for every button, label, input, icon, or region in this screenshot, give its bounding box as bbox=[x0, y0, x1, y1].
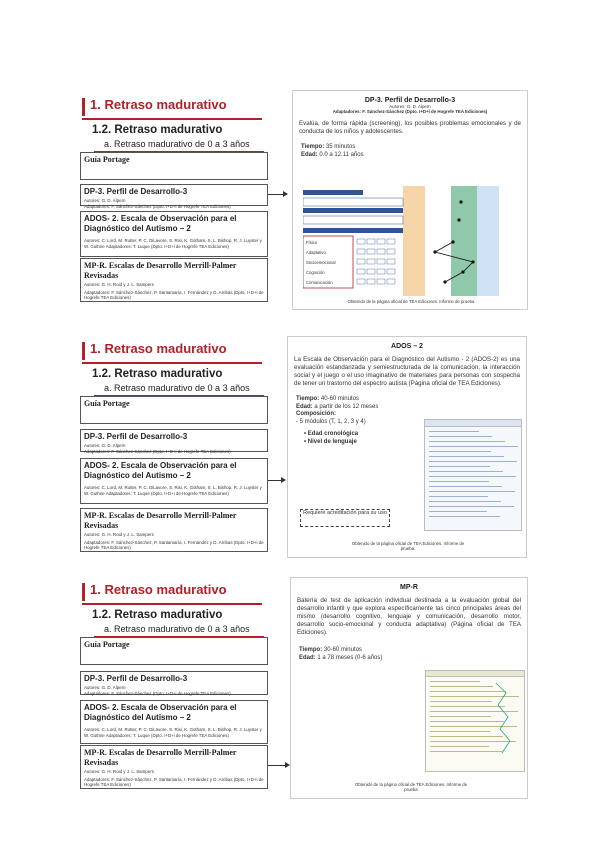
dp3-box-adapt: Adaptadores: F. Sánchez-Sánchez (Dpto. I+D+i de Hogrefe TEA Ediciones) bbox=[84, 203, 231, 209]
subsubtitle: a. Retraso madurativo de 0 a 3 años bbox=[104, 139, 250, 149]
report-line bbox=[430, 716, 491, 717]
row-bar-1 bbox=[303, 198, 403, 206]
mpr-box bbox=[80, 745, 268, 789]
band-orange bbox=[403, 186, 425, 296]
report-line bbox=[429, 436, 492, 437]
chart-score-cell bbox=[367, 269, 375, 274]
mpr-box-adapt: Adaptadores: F. Sánchez-Sánchez, P. Santamaría, I. Fernández y D. Arribas (Dpto. I+D+i de Hogrefe TEA Ediciones) bbox=[84, 539, 264, 550]
ados-bullet-2: • Nivel de lenguaje bbox=[304, 438, 357, 445]
report-line bbox=[429, 461, 517, 462]
mpr-box-title: MP-R. Escalas de Desarrollo Merrill-Palmer Revisadas bbox=[84, 748, 237, 767]
chart-score-cell bbox=[367, 239, 375, 244]
dp3-box-adapt: Adaptadores: F. Sánchez-Sánchez (Dpto. I+D+i de Hogrefe TEA Ediciones) bbox=[84, 448, 231, 454]
chart-score-cell bbox=[377, 269, 385, 274]
report-line bbox=[429, 456, 504, 457]
chart-score-cell bbox=[367, 259, 375, 264]
report-header bbox=[425, 420, 521, 427]
subtitle: 1.2. Retraso madurativo bbox=[92, 609, 223, 621]
report-line bbox=[430, 731, 490, 732]
report-line bbox=[430, 701, 492, 702]
slide-ados bbox=[0, 332, 600, 577]
ados-caption: Obtenido de la página oficial de TEA Ediciones. Informe de prueba. bbox=[351, 541, 465, 551]
mpr-box bbox=[80, 258, 268, 302]
title-underline bbox=[82, 362, 262, 364]
dp3-authors: Autores: G. D. Alpern bbox=[389, 104, 431, 109]
chart-score-cell bbox=[357, 249, 365, 254]
ados-box-authors: Autores: C. Lord, M. Rutter, P. C. DiLavore, S. Risi, K. Gotham, S. L. Bishop, R. J. Luyster y W. Guthrie Adaptadores: T. Luque (Dpto. I+D+i de Hogrefe TEA Ediciones) bbox=[84, 727, 262, 738]
report-line bbox=[429, 511, 487, 512]
dp3-profile-chart bbox=[303, 186, 521, 296]
report-line bbox=[429, 446, 518, 447]
mpr-trend-polyline bbox=[496, 683, 510, 753]
arrow-dp3 bbox=[268, 194, 284, 195]
ados-modulos: - 5 módulos (T, 1, 2, 3 y 4) bbox=[296, 418, 366, 425]
ados-box-title: ADOS- 2. Escala de Observación para el Diagnóstico del Autismo – 2 bbox=[84, 703, 237, 722]
report-line bbox=[429, 476, 516, 477]
guia-portage-box bbox=[80, 152, 268, 180]
mpr-edad: Edad: 1 a 78 meses (0-6 años) bbox=[299, 654, 383, 661]
dp3-box-title: DP-3. Perfil de Desarrollo-3 bbox=[84, 674, 188, 683]
subtitle: 1.2. Retraso madurativo bbox=[92, 124, 223, 136]
mpr-tiempo: Tiempo: 30-60 minutos bbox=[299, 647, 362, 653]
report-line bbox=[429, 486, 502, 487]
left-column bbox=[80, 332, 270, 577]
report-line bbox=[429, 496, 488, 497]
chart-score-cell bbox=[377, 279, 385, 284]
mpr-box-adapt: Adaptadores: F. Sánchez-Sánchez, P. Santamaría, I. Fernández y D. Arribas (Dpto. I+D+i de Hogrefe TEA Ediciones) bbox=[84, 289, 264, 300]
ados-box-title: ADOS- 2. Escala de Observación para el Diagnóstico del Autismo – 2 bbox=[84, 461, 237, 480]
dp3-tiempo: Tiempo: 35 minutos bbox=[301, 144, 356, 150]
dp3-title: DP-3. Perfil de Desarrollo-3 bbox=[364, 97, 456, 104]
dp3-point-mid bbox=[457, 218, 460, 221]
mpr-title: MP-R bbox=[400, 584, 418, 591]
ados-edad: Edad: a partir de los 12 meses bbox=[296, 403, 379, 410]
chart-row-label: Comunicación bbox=[306, 280, 333, 285]
row-bar-2 bbox=[303, 216, 403, 224]
ados-box bbox=[80, 700, 268, 744]
header-bar-2 bbox=[303, 208, 403, 213]
section-title: 1. Retraso madurativo bbox=[90, 341, 227, 356]
title-accent-bar bbox=[82, 342, 85, 360]
dp3-box-authors: Autores: G. D. Alpern bbox=[84, 198, 126, 203]
dp3-caption: Obtenido de la página oficial de TEA Ediciones. Informe de prueba bbox=[347, 299, 475, 304]
report-line bbox=[429, 501, 501, 502]
title-accent-bar bbox=[82, 98, 85, 116]
arrow-head-icon bbox=[281, 477, 286, 483]
chart-score-cell bbox=[357, 239, 365, 244]
ados-box-title: ADOS- 2. Escala de Observación para el Diagnóstico del Autismo – 2 bbox=[84, 214, 237, 233]
section-title: 1. Retraso madurativo bbox=[90, 582, 227, 597]
dp3-box-title: DP-3. Perfil de Desarrollo-3 bbox=[84, 432, 188, 441]
ados-report-screenshot bbox=[424, 419, 522, 531]
dp3-adapt: Adaptadores: F. Sánchez-Sánchez (Dpto. I+D+i de Hogrefe TEA Ediciones) bbox=[332, 109, 488, 114]
dp3-box-authors: Autores: G. D. Alpern bbox=[84, 685, 126, 690]
chart-score-cell bbox=[357, 279, 365, 284]
guia-portage-label: Guía Portage bbox=[84, 155, 130, 164]
section-title: 1. Retraso madurativo bbox=[90, 97, 227, 112]
ados-box-authors: Autores: C. Lord, M. Rutter, P. C. DiLavore, S. Risi, K. Gotham, S. L. Bishop, R. J. Luyster y W. Guthrie Adaptadores: T. Luque (Dpto. I+D+i de Hogrefe TEA Ediciones) bbox=[84, 238, 262, 249]
dp3-box bbox=[80, 671, 268, 695]
chart-score-cell bbox=[387, 239, 395, 244]
mpr-box-authors: Autores: G. H. Roid y J. L. Sampers bbox=[84, 282, 154, 287]
title-underline bbox=[82, 118, 262, 120]
mpr-box-authors: Autores: G. H. Roid y J. L. Sampers bbox=[84, 532, 154, 537]
dp3-description: Evalúa, de forma rápida (screening), los posibles problemas emocionales y de conducta de los niños y adolescentes. bbox=[299, 120, 521, 135]
report-lines bbox=[425, 431, 521, 517]
ados-bullet-1: • Edad cronológica bbox=[304, 431, 359, 437]
chart-score-cell bbox=[387, 249, 395, 254]
guia-portage-label: Guía Portage bbox=[84, 640, 130, 649]
guia-portage-box bbox=[80, 637, 268, 665]
arrow-mpr bbox=[268, 765, 286, 766]
band-white bbox=[425, 186, 451, 296]
chart-row-label: Físico bbox=[306, 240, 318, 245]
mpr-box-title: MP-R. Escalas de Desarrollo Merrill-Palmer Revisadas bbox=[84, 261, 237, 280]
title-underline bbox=[82, 603, 262, 605]
header-bar-1 bbox=[303, 190, 363, 195]
chart-score-cell bbox=[387, 279, 395, 284]
ados-box-authors: Autores: C. Lord, M. Rutter, P. C. DiLavore, S. Risi, K. Gotham, S. L. Bishop, R. J. Luyster y W. Guthrie Adaptadores: T. Luque (Dpto. I+D+i de Hogrefe TEA Ediciones) bbox=[84, 485, 262, 496]
mpr-box-authors: Autores: G. H. Roid y J. L. Sampers bbox=[84, 769, 154, 774]
mpr-box-title: MP-R. Escalas de Desarrollo Merrill-Palmer Revisadas bbox=[84, 511, 237, 530]
report-line bbox=[429, 516, 500, 517]
chart-score-cell bbox=[367, 249, 375, 254]
title-accent-bar bbox=[82, 583, 85, 601]
dp3-edad: Edad: 0.0 a 12.11 años bbox=[301, 151, 364, 158]
ados-title: ADOS – 2 bbox=[391, 343, 423, 350]
mpr-report-screenshot bbox=[425, 670, 525, 772]
report-line bbox=[430, 746, 489, 747]
ados-acreditacion-note: Requiere acreditación para su uso bbox=[300, 509, 390, 527]
guia-portage-box bbox=[80, 396, 268, 424]
chart-score-cell bbox=[387, 269, 395, 274]
arrow-ados bbox=[268, 480, 282, 481]
report-line bbox=[429, 441, 505, 442]
ados-box bbox=[80, 458, 268, 504]
band-green bbox=[451, 186, 477, 296]
chart-score-cell bbox=[377, 259, 385, 264]
mpr-trend-line bbox=[490, 681, 520, 761]
report-line bbox=[430, 686, 493, 687]
report-line bbox=[429, 506, 514, 507]
report-line bbox=[430, 681, 480, 682]
left-column bbox=[80, 573, 270, 818]
subtitle: 1.2. Retraso madurativo bbox=[92, 368, 223, 380]
mpr-caption: Obtenido de la página oficial de TEA Ediciones. Informe de prueba bbox=[354, 782, 468, 792]
report-header bbox=[426, 671, 524, 677]
report-line bbox=[429, 431, 479, 432]
chart-score-cell bbox=[357, 269, 365, 274]
ados-box bbox=[80, 211, 268, 257]
mpr-description: Batería de test de aplicación individual destinada a la evaluación global del desarrollo infantil y que explora específicamente las cinco principales áreas del mismo (desarrollo cognitivo, lenguaje y comunicación, desarrollo motor, desarrollo socio-emocional y conducta adaptativa) (Página oficial de TEA Ediciones). bbox=[297, 597, 521, 636]
arrow-head-icon bbox=[283, 191, 288, 197]
chart-score-cell bbox=[377, 249, 385, 254]
dp3-box-authors: Autores: G. D. Alpern bbox=[84, 443, 126, 448]
band-blue bbox=[477, 186, 499, 296]
chart-score-cell bbox=[387, 259, 395, 264]
header-bar-3 bbox=[303, 228, 403, 233]
ados-tiempo: Tiempo: 40-60 minutos bbox=[296, 396, 359, 402]
chart-row-label: Socioemocional bbox=[306, 260, 336, 265]
subsubtitle: a. Retraso madurativo de 0 a 3 años bbox=[104, 383, 250, 393]
dp3-point-top bbox=[459, 200, 462, 203]
mpr-content bbox=[290, 577, 528, 799]
report-line bbox=[429, 466, 490, 467]
dp3-box bbox=[80, 429, 268, 452]
chart-score-cell bbox=[357, 259, 365, 264]
ados-content bbox=[287, 336, 527, 558]
guia-portage-label: Guía Portage bbox=[84, 399, 130, 408]
slide-dp3 bbox=[0, 88, 600, 333]
dp3-box-adapt: Adaptadores: F. Sánchez-Sánchez (Dpto. I+D+i de Hogrefe TEA Ediciones) bbox=[84, 690, 231, 696]
chart-row-label: Cognición bbox=[306, 270, 325, 275]
slide-mpr bbox=[0, 573, 600, 818]
dp3-box-title: DP-3. Perfil de Desarrollo-3 bbox=[84, 187, 188, 196]
left-column bbox=[80, 88, 270, 333]
report-line bbox=[429, 451, 491, 452]
subsubtitle: a. Retraso madurativo de 0 a 3 años bbox=[104, 624, 250, 634]
mpr-box bbox=[80, 508, 268, 552]
dp3-box bbox=[80, 184, 268, 209]
report-line bbox=[429, 481, 489, 482]
mpr-box-adapt: Adaptadores: F. Sánchez-Sánchez, P. Santamaría, I. Fernández y D. Arribas (Dpto. I+D+i de Hogrefe TEA Ediciones) bbox=[84, 776, 264, 787]
chart-score-cell bbox=[377, 239, 385, 244]
chart-score-cell bbox=[367, 279, 375, 284]
report-line bbox=[429, 491, 515, 492]
report-line bbox=[429, 471, 503, 472]
chart-row-label: Adaptativo bbox=[306, 250, 326, 255]
ados-composicion: Composición: bbox=[296, 411, 336, 417]
ados-description: La Escala de Observación para el Diagnóstico del Autismo - 2 (ADOS-2) es una evaluación estandarizada y semiestructurada de la comunicación, la interacción social y el juego o el uso imaginativo de materiales para personas con sospecha de tener un trastorno del espectro autista (Página oficial de TEA Ediciones). bbox=[294, 356, 520, 387]
dp3-content bbox=[292, 90, 528, 310]
